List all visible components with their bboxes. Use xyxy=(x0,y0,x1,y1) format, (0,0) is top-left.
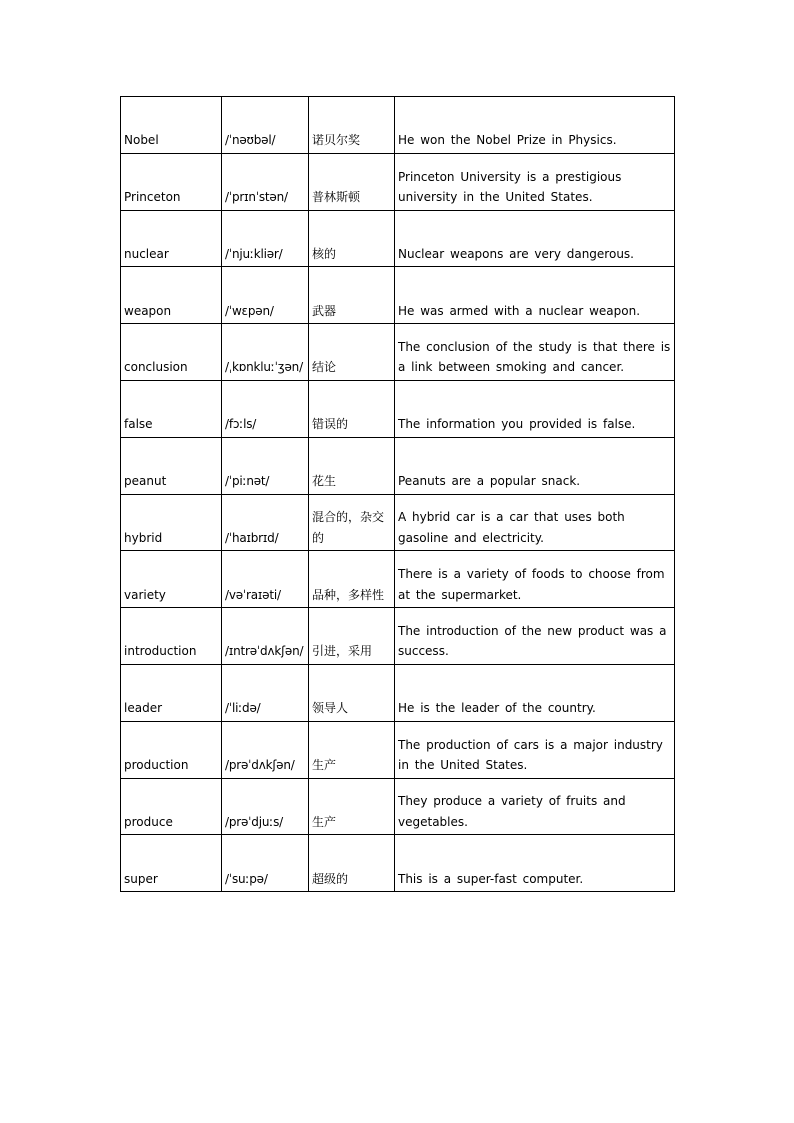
word-cell: false xyxy=(121,380,222,437)
table-row xyxy=(121,721,675,778)
chinese-meaning-cell: 引进，采用 xyxy=(309,608,395,665)
table-row xyxy=(121,608,675,665)
phonetic-cell: /ˈwɛpən/ xyxy=(222,267,309,324)
word-cell: Princeton xyxy=(121,153,222,210)
table-row xyxy=(121,494,675,551)
table-row xyxy=(121,380,675,437)
word-cell: hybrid xyxy=(121,494,222,551)
chinese-meaning-cell: 生产 xyxy=(309,778,395,835)
word-cell: conclusion xyxy=(121,324,222,381)
phonetic-cell: /ˈprɪnˈstən/ xyxy=(222,153,309,210)
word-cell: introduction xyxy=(121,608,222,665)
example-sentence-cell: They produce a variety of fruits and vegetables. xyxy=(395,778,675,835)
phonetic-cell: /fɔːls/ xyxy=(222,380,309,437)
table-row xyxy=(121,551,675,608)
chinese-meaning-cell: 领导人 xyxy=(309,664,395,721)
word-cell: Nobel xyxy=(121,97,222,154)
chinese-meaning-cell: 混合的，杂交的 xyxy=(309,494,395,551)
phonetic-cell: /prəˈdjuːs/ xyxy=(222,778,309,835)
chinese-meaning-cell: 核的 xyxy=(309,210,395,267)
chinese-meaning-cell: 错误的 xyxy=(309,380,395,437)
phonetic-cell: /ˈnjuːkliər/ xyxy=(222,210,309,267)
vocabulary-table-body xyxy=(121,97,675,892)
table-row xyxy=(121,835,675,892)
word-cell: nuclear xyxy=(121,210,222,267)
example-sentence-cell: Peanuts are a popular snack. xyxy=(395,437,675,494)
table-row xyxy=(121,210,675,267)
chinese-meaning-cell: 诺贝尔奖 xyxy=(309,97,395,154)
example-sentence-cell: The conclusion of the study is that there is a link between smoking and cancer. xyxy=(395,324,675,381)
word-cell: weapon xyxy=(121,267,222,324)
example-sentence-cell: Princeton University is a prestigious university in the United States. xyxy=(395,153,675,210)
example-sentence-cell: A hybrid car is a car that uses both gasoline and electricity. xyxy=(395,494,675,551)
chinese-meaning-cell: 武器 xyxy=(309,267,395,324)
chinese-meaning-cell: 普林斯顿 xyxy=(309,153,395,210)
phonetic-cell: /ˈhaɪbrɪd/ xyxy=(222,494,309,551)
phonetic-cell: /prəˈdʌkʃən/ xyxy=(222,721,309,778)
phonetic-cell: /ˌkɒnkluːˈʒən/ xyxy=(222,324,309,381)
phonetic-cell: /ˈsuːpə/ xyxy=(222,835,309,892)
phonetic-cell: /ˈpiːnət/ xyxy=(222,437,309,494)
table-row xyxy=(121,324,675,381)
vocabulary-table xyxy=(120,96,675,892)
example-sentence-cell: He won the Nobel Prize in Physics. xyxy=(395,97,675,154)
phonetic-cell: /ɪntrəˈdʌkʃən/ xyxy=(222,608,309,665)
example-sentence-cell: Nuclear weapons are very dangerous. xyxy=(395,210,675,267)
chinese-meaning-cell: 生产 xyxy=(309,721,395,778)
word-cell: peanut xyxy=(121,437,222,494)
example-sentence-cell: The production of cars is a major industry in the United States. xyxy=(395,721,675,778)
example-sentence-cell: The information you provided is false. xyxy=(395,380,675,437)
table-row xyxy=(121,267,675,324)
word-cell: super xyxy=(121,835,222,892)
example-sentence-cell: The introduction of the new product was a success. xyxy=(395,608,675,665)
chinese-meaning-cell: 花生 xyxy=(309,437,395,494)
table-row xyxy=(121,778,675,835)
phonetic-cell: /vəˈraɪəti/ xyxy=(222,551,309,608)
phonetic-cell: /ˈnəʊbəl/ xyxy=(222,97,309,154)
example-sentence-cell: He was armed with a nuclear weapon. xyxy=(395,267,675,324)
chinese-meaning-cell: 结论 xyxy=(309,324,395,381)
table-row xyxy=(121,153,675,210)
word-cell: variety xyxy=(121,551,222,608)
word-cell: leader xyxy=(121,664,222,721)
table-row xyxy=(121,97,675,154)
example-sentence-cell: This is a super-fast computer. xyxy=(395,835,675,892)
word-cell: produce xyxy=(121,778,222,835)
example-sentence-cell: He is the leader of the country. xyxy=(395,664,675,721)
table-row xyxy=(121,664,675,721)
example-sentence-cell: There is a variety of foods to choose from at the supermarket. xyxy=(395,551,675,608)
chinese-meaning-cell: 超级的 xyxy=(309,835,395,892)
table-row xyxy=(121,437,675,494)
word-cell: production xyxy=(121,721,222,778)
phonetic-cell: /ˈliːdə/ xyxy=(222,664,309,721)
chinese-meaning-cell: 品种，多样性 xyxy=(309,551,395,608)
